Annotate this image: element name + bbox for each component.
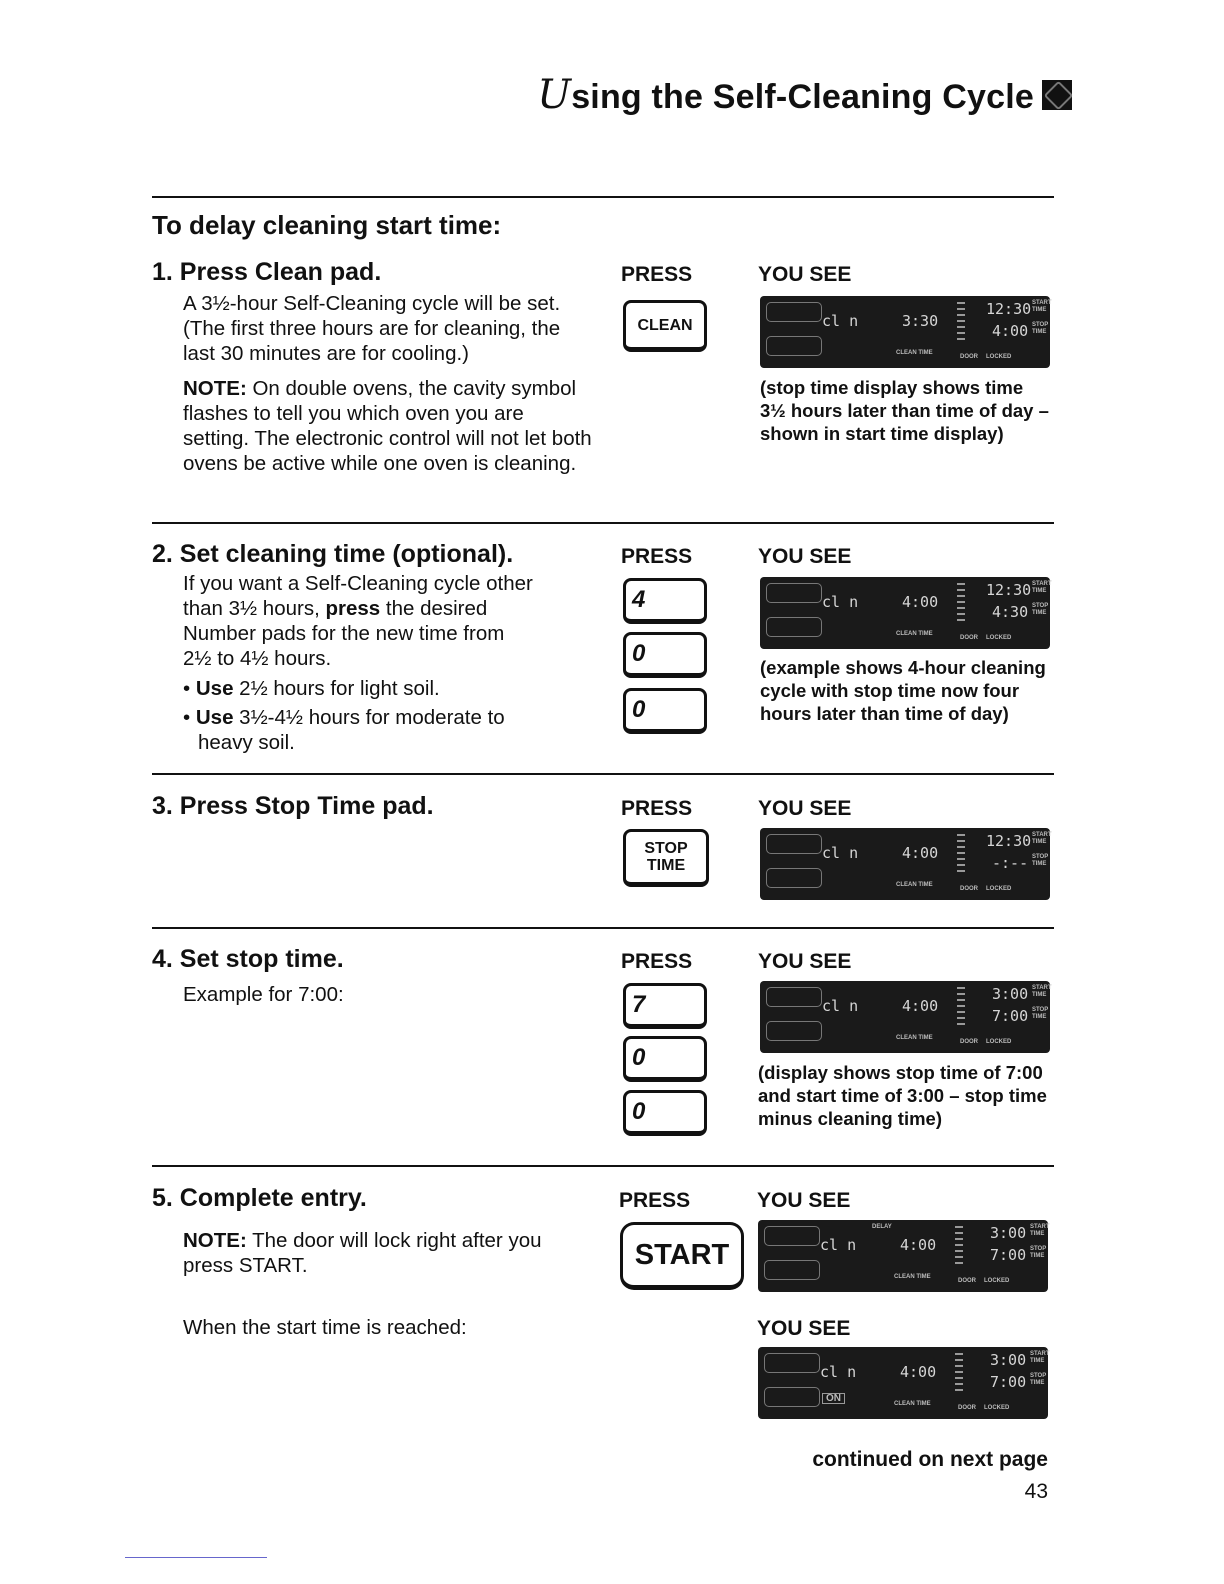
stop-time-readout: 7:00: [990, 1246, 1027, 1264]
clean-indicator: cl n: [822, 312, 859, 330]
you-see-label: YOU SEE: [757, 1189, 851, 1212]
you-see-label: YOU SEE: [758, 545, 852, 568]
door-label: DOOR: [960, 635, 978, 641]
clean-indicator: cl n: [822, 997, 859, 1015]
display-ring: [766, 583, 822, 603]
page-title: [537, 72, 1072, 118]
clean-time-label: CLEAN TIME: [896, 350, 933, 356]
body-text: If you want a Self-Cleaning cycle other than 3½ hours,: [183, 572, 533, 620]
level-bars: [957, 302, 965, 342]
step-2-title: 2. Set cleaning time (optional).: [152, 540, 514, 568]
start-time-label: START TIME: [1030, 1224, 1050, 1237]
clean-time-label: CLEAN TIME: [896, 1035, 933, 1041]
you-see-label: YOU SEE: [758, 950, 852, 973]
section-heading: To delay cleaning start time:: [152, 210, 502, 240]
step-2-caption: (example shows 4-hour cleaning cycle with stop time now four hours later than time of day): [760, 657, 1046, 724]
you-see-label: YOU SEE: [758, 263, 852, 286]
clean-indicator: cl n: [822, 844, 859, 862]
display-ring: [766, 617, 822, 637]
stop-time-readout: 4:00: [992, 322, 1029, 340]
step-1: [152, 258, 592, 476]
start-time-readout: 3:00: [990, 1351, 1027, 1369]
step-2: [152, 540, 592, 755]
display-ring: [766, 987, 822, 1007]
divider: [152, 1165, 1054, 1167]
start-time-label: START TIME: [1032, 985, 1052, 998]
continued-note: continued on next page: [812, 1448, 1048, 1471]
locked-label: LOCKED: [986, 354, 1012, 360]
page-number: 43: [1024, 1480, 1048, 1503]
start-time-readout: 12:30: [986, 832, 1032, 850]
locked-label: LOCKED: [986, 886, 1012, 892]
number-0-key[interactable]: 0: [623, 632, 707, 678]
press-label: PRESS: [619, 1189, 691, 1212]
divider: [152, 927, 1054, 929]
display-ring: [766, 868, 822, 888]
clean-time-readout: 4:00: [900, 1236, 937, 1254]
start-time-readout: 3:00: [990, 1224, 1027, 1242]
bullet-item: • Use 3½-4½ hours for moderate to heavy soil.: [183, 706, 505, 754]
clean-time-readout: 4:00: [900, 1363, 937, 1381]
number-0-key[interactable]: 0: [623, 688, 707, 734]
press-label: PRESS: [621, 950, 693, 973]
divider: [152, 773, 1054, 775]
clean-indicator: cl n: [822, 593, 859, 611]
step-4-title: 4. Set stop time.: [152, 945, 344, 973]
number-4-key[interactable]: 4: [623, 578, 707, 624]
start-key[interactable]: START: [620, 1222, 744, 1290]
door-label: DOOR: [960, 354, 978, 360]
you-see-label: YOU SEE: [757, 1317, 851, 1340]
start-time-label: START TIME: [1032, 300, 1052, 313]
step-1-title: 1. Press Clean pad.: [152, 258, 382, 286]
level-bars: [955, 1226, 963, 1266]
stop-time-label: STOP TIME: [1030, 1246, 1047, 1259]
step-4-body: Example for 7:00:: [183, 983, 344, 1006]
number-0-key[interactable]: 0: [623, 1090, 707, 1136]
stop-time-readout: 7:00: [990, 1373, 1027, 1391]
note-label: NOTE:: [183, 1229, 247, 1252]
clean-time-readout: 4:00: [902, 593, 939, 611]
display-ring: [766, 336, 822, 356]
locked-label: LOCKED: [984, 1405, 1010, 1411]
display-ring: [764, 1260, 820, 1280]
you-see-label: YOU SEE: [758, 797, 852, 820]
oven-display: [758, 1347, 1048, 1419]
title-initial: U: [537, 72, 572, 118]
display-ring: [766, 1021, 822, 1041]
note-text: The door will lock right after you press START.: [183, 1229, 542, 1277]
step-2-body: [183, 571, 533, 671]
clean-time-readout: 4:00: [902, 844, 939, 862]
bullet-bold: Use: [195, 706, 234, 729]
display-ring: [764, 1387, 820, 1407]
clean-indicator: cl n: [820, 1363, 857, 1381]
oven-display: [760, 577, 1050, 649]
start-time-label: START TIME: [1030, 1351, 1050, 1364]
clean-time-label: CLEAN TIME: [894, 1401, 931, 1407]
door-label: DOOR: [960, 1039, 978, 1045]
clean-time-label: CLEAN TIME: [896, 882, 933, 888]
clean-time-label: CLEAN TIME: [894, 1274, 931, 1280]
step-5-title: 5. Complete entry.: [152, 1184, 367, 1212]
press-label: PRESS: [621, 263, 693, 286]
oven-display: [758, 1220, 1048, 1292]
step-4-caption: (display shows stop time of 7:00 and start time of 3:00 – stop time minus cleaning time): [758, 1062, 1047, 1129]
display-ring: [766, 834, 822, 854]
footer-link-line: [125, 1557, 267, 1558]
start-time-readout: 12:30: [986, 300, 1032, 318]
stop-time-readout: 7:00: [992, 1007, 1029, 1025]
oven-display: [760, 296, 1050, 368]
body-text: the desired Number pads for the new time from 2½ to 4½ hours.: [183, 597, 505, 670]
locked-label: LOCKED: [984, 1278, 1010, 1284]
start-time-label: START TIME: [1032, 581, 1052, 594]
stop-time-label: STOP TIME: [1032, 854, 1049, 867]
note-label: NOTE:: [183, 377, 247, 400]
display-ring: [764, 1226, 820, 1246]
after-start-text: When the start time is reached:: [183, 1316, 467, 1339]
bullet-item: • Use 2½ hours for light soil.: [183, 677, 440, 700]
step-1-caption: (stop time display shows time 3½ hours later than time of day – shown in start time display): [760, 377, 1049, 444]
stop-time-label: STOP TIME: [1032, 603, 1049, 616]
locked-label: LOCKED: [986, 1039, 1012, 1045]
door-label: DOOR: [958, 1278, 976, 1284]
note-text: On double ovens, the cavity symbol flashes to tell you which oven you are setting. The electronic control will not let both ovens be active while one oven is cleaning.: [183, 377, 592, 475]
bullet-text: 2½ hours for light soil.: [233, 677, 440, 700]
start-time-label: START TIME: [1032, 832, 1052, 845]
cleaning-cycle-icon: [1042, 80, 1072, 110]
press-label: PRESS: [621, 545, 693, 568]
stop-time-label: STOP TIME: [1032, 322, 1049, 335]
clean-time-readout: 4:00: [902, 997, 939, 1015]
clean-time-label: CLEAN TIME: [896, 631, 933, 637]
press-label: PRESS: [621, 797, 693, 820]
start-time-readout: 3:00: [992, 985, 1029, 1003]
body-bold: press: [325, 597, 381, 620]
door-label: DOOR: [960, 886, 978, 892]
stop-time-label: STOP TIME: [1030, 1373, 1047, 1386]
display-ring: [766, 302, 822, 322]
locked-label: LOCKED: [986, 635, 1012, 641]
level-bars: [957, 834, 965, 874]
stop-time-key[interactable]: STOP TIME: [623, 829, 709, 887]
clean-time-readout: 3:30: [902, 312, 939, 330]
bullet-text: 3½-4½ hours for moderate to heavy soil.: [198, 706, 505, 754]
step-1-body: A 3½-hour Self-Cleaning cycle will be set. (The first three hours are for cleaning, the last 30 minutes are for cooling.): [183, 292, 561, 365]
delay-label: DELAY: [872, 1224, 892, 1230]
level-bars: [957, 987, 965, 1027]
number-0-key[interactable]: 0: [623, 1036, 707, 1082]
step-5-note: [183, 1228, 583, 1278]
divider: [152, 522, 1054, 524]
stop-time-label: STOP TIME: [1032, 1007, 1049, 1020]
display-ring: [764, 1353, 820, 1373]
clean-indicator: cl n: [820, 1236, 857, 1254]
clean-key[interactable]: CLEAN: [623, 300, 707, 352]
step-3-title: 3. Press Stop Time pad.: [152, 792, 434, 820]
title-text: sing the Self-Cleaning Cycle: [571, 78, 1034, 116]
oven-display: [760, 828, 1050, 900]
bullet-bold: Use: [195, 677, 234, 700]
stop-time-readout: 4:30: [992, 603, 1029, 621]
door-label: DOOR: [958, 1405, 976, 1411]
on-indicator: ON: [822, 1393, 845, 1404]
stop-time-readout: -:--: [992, 854, 1029, 872]
level-bars: [957, 583, 965, 623]
start-time-readout: 12:30: [986, 581, 1032, 599]
divider: [152, 196, 1054, 198]
step-1-note: [183, 376, 592, 476]
oven-display: [760, 981, 1050, 1053]
level-bars: [955, 1353, 963, 1393]
number-7-key[interactable]: 7: [623, 983, 707, 1029]
